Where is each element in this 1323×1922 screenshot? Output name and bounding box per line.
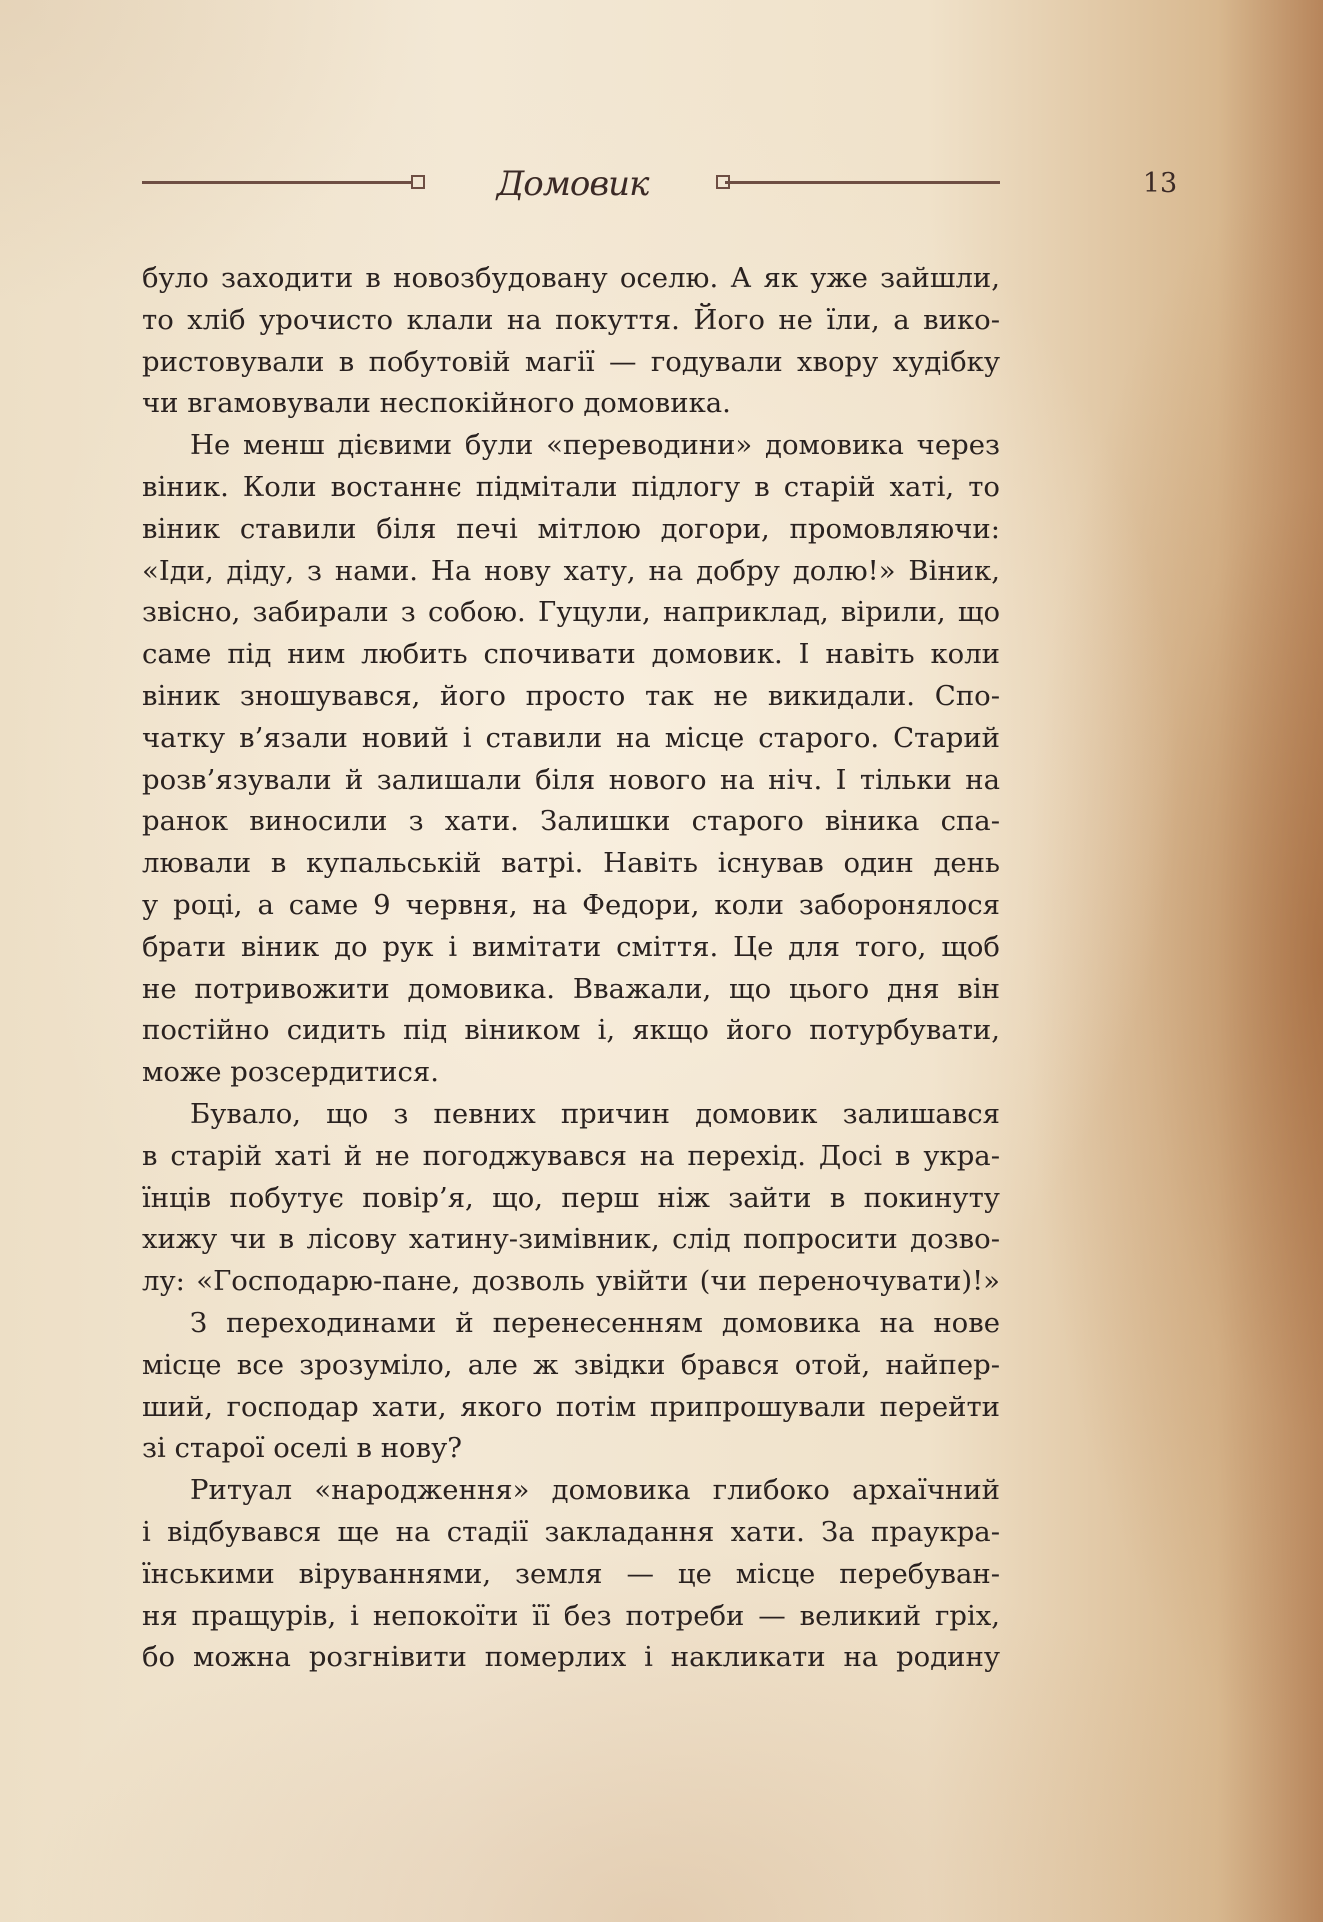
text-line: віник ставили біля печі мітлою догори, промовляючи:: [142, 512, 1000, 545]
text-line: Ритуал «народження» домовика глибоко архаїчний: [190, 1474, 1000, 1507]
running-header: [0, 160, 1323, 210]
text-line: ший, господар хати, якого потім припрошували перейти: [142, 1390, 1000, 1423]
text-line: їнськими віруваннями, земля — це місце перебуван-: [142, 1557, 1000, 1590]
page-number: 13: [1142, 168, 1178, 199]
header-ornament-left: [411, 175, 425, 189]
text-line: брати віник до рук і вимітати сміття. Це для того, щоб: [142, 930, 1000, 963]
text-line: віник. Коли востаннє підмітали підлогу в старій хаті, то: [142, 470, 1000, 503]
text-line: хижу чи в лісову хатину-зимівник, слід попросити дозво-: [142, 1223, 1000, 1256]
text-line: бо можна розгнівити померлих і накликати на родину: [142, 1641, 1000, 1674]
text-line: може розсердитися.: [142, 1056, 439, 1089]
header-rule-left: [142, 181, 414, 184]
text-line: «Іди, діду, з нами. На нову хату, на добру долю!» Віник,: [142, 554, 1000, 587]
text-line: постійно сидить під віником і, якщо його потурбувати,: [142, 1014, 1000, 1047]
text-line: Бувало, що з певних причин домовик залишався: [190, 1097, 1000, 1130]
text-line: і відбувався ще на стадії закладання хати. За праукра-: [142, 1515, 1000, 1548]
text-line: було заходити в новозбудовану оселю. А як уже зайшли,: [142, 262, 1000, 294]
body-text: [142, 258, 1000, 1679]
text-line: в старій хаті й не погоджувався на перехід. Досі в укра-: [142, 1139, 1000, 1172]
text-line: ристовували в побутовій магії — годували хвору худібку: [142, 345, 1000, 378]
text-line: місце все зрозуміло, але ж звідки брався отой, найпер-: [142, 1348, 1000, 1381]
header-rule-right: [725, 181, 1000, 184]
text-line: З переходинами й перенесенням домовика на нове: [190, 1306, 1000, 1339]
text-line: їнців побутує повір’я, що, перш ніж зайти в покинуту: [142, 1181, 1000, 1214]
text-line: зі старої оселі в нову?: [142, 1432, 462, 1465]
running-title: Домовик: [496, 164, 649, 204]
text-line: ня пращурів, і непокоїти її без потреби — великий гріх,: [142, 1599, 1000, 1632]
text-line: не потривожити домовика. Вважали, що цього дня він: [142, 972, 1000, 1005]
text-line: розв’язували й залишали біля нового на ніч. І тільки на: [142, 763, 1000, 796]
text-line: ранок виносили з хати. Залишки старого віника спа-: [142, 805, 1000, 838]
text-line: лювали в купальській ватрі. Навіть існував один день: [142, 847, 1000, 880]
text-line: саме під ним любить спочивати домовик. І навіть коли: [142, 638, 1000, 671]
text-line: чатку в’язали новий і ставили на місце старого. Старий: [142, 721, 1000, 754]
text-line: то хліб урочисто клали на покуття. Його не їли, а вико-: [142, 303, 1000, 336]
text-line: віник зношувався, його просто так не викидали. Спо-: [142, 679, 1000, 712]
text-line: чи вгамовували неспокійного домовика.: [142, 387, 731, 420]
text-line: звісно, забирали з собою. Гуцули, наприклад, вірили, що: [142, 596, 1000, 629]
text-line: Не менш дієвими були «переводини» домовика через: [190, 429, 1000, 462]
text-line: у році, а саме 9 червня, на Федори, коли заборонялося: [142, 888, 1000, 921]
text-line: лу: «Господарю-пане, дозволь увійти (чи переночувати)!»: [142, 1265, 1000, 1298]
